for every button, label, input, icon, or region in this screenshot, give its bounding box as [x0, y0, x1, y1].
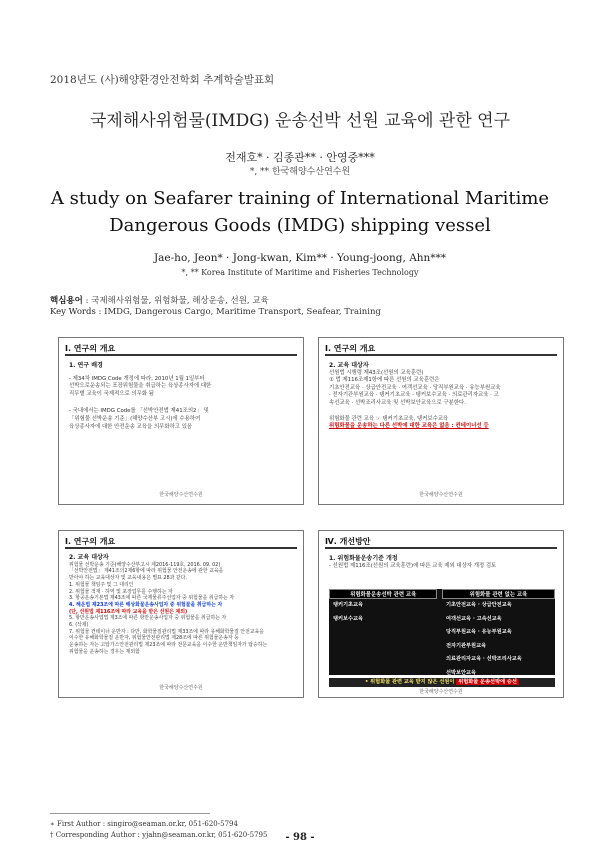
- slide-line: 위험화물 관련 교육 ☞ 탱커기초교육, 탱커보수교육: [329, 415, 449, 422]
- table-cell: 탱커기초교육: [333, 602, 364, 608]
- table-cell: 당직부원교육 · 유능부원교육: [446, 629, 512, 635]
- table-cell: 탱커보수교육: [333, 615, 364, 622]
- keywords-english: [50, 307, 381, 317]
- slide-line: 선박으로운송되는 포장위험물을 취급하는 육상종사자에 대한: [69, 383, 212, 390]
- page-number: - 98 -: [285, 832, 315, 843]
- slide-subheading: 1. 위험화물운송기준 개정: [329, 555, 398, 562]
- table-left-header: 위험화물운송선박 관련 교육: [329, 589, 437, 599]
- slide-research-background: [58, 337, 304, 505]
- slide-line: 5. 항만운송사업법 제3조에 따른 항만운송사업자 중 위험물을 취급하는 자: [69, 615, 227, 622]
- table-left-column: [329, 589, 437, 675]
- keywords-korean: [50, 294, 269, 306]
- slide-line: 6. (삭제): [69, 622, 89, 629]
- slide-heading: Ⅰ. 연구의 개요: [325, 343, 557, 356]
- affiliation-korean: *, ** 한국해양수산연수원: [249, 167, 351, 177]
- table-cell: 기초안전교육 · 상급안전교육: [446, 602, 512, 608]
- slide-footer: 한국해양수산연수원: [159, 492, 203, 498]
- slide-line: · 전자기관부원교육 · 탱커기초교육 · 탱커보수교육 · 의료관리자교육 · 고: [329, 392, 499, 399]
- warning-banner: [329, 678, 555, 687]
- slide-line: ① 법 제116조제1항에 따른 선원의 교육훈련은: [329, 377, 440, 384]
- keywords-korean-text: : 국제해사위험물, 위험화물, 해상운송, 선원, 교육: [85, 296, 269, 306]
- table-cell: 여객선교육 · 고속선교육: [446, 615, 502, 622]
- slide-heading: Ⅰ. 연구의 개요: [65, 343, 297, 356]
- slide-body: [329, 555, 555, 570]
- slide-line: 7. 위험물 컨테이너 운반자 : 다만, 화학물질관리법 제33조에 따라 유해화학물질 안전교육을: [69, 628, 264, 635]
- slide-line: 2. 위험물 적재 · 하역 및 포장업무를 수행하는 자: [69, 588, 173, 595]
- slide-line: 직무별 교육이 국제적으로 의무화 됨: [69, 390, 154, 397]
- keywords-english-text: : IMDG, Dangerous Cargo, Maritime Transport, Seafear, Training: [98, 307, 381, 317]
- slide-line: - 선원법 제116조(선원의 교육훈련)에 따른 교육 제외 대상자 개정 검토: [329, 562, 497, 569]
- slide-line: 받아야 하는 교육대상자 및 교육내용은 별표 28과 같다.: [69, 575, 187, 582]
- slide-footer: 한국해양수산연수원: [419, 492, 463, 498]
- footnote-divider: [50, 813, 210, 814]
- slide-heading: Ⅳ. 개선방안: [325, 536, 557, 549]
- slide-line: 1. 위험물 책임주 및 그 대리인: [69, 581, 134, 588]
- footnote-corresponding-author: † Corresponding Author : yjahn@seaman.or.kr, 051-620-5795: [50, 831, 268, 839]
- slide-line: 「위험물 선박운송 기준」(해양수산부 고시)에 수용하여: [69, 415, 201, 422]
- keywords-korean-label: 핵심용어: [50, 296, 83, 306]
- slide-line: - 국내에서는 IMDG Code를 「선박안전법 제41조의2」 및: [69, 408, 209, 415]
- slide-footer: 한국해양수산연수원: [419, 689, 463, 695]
- banner-highlight: 위험화물 운송선박에 승선: [458, 679, 517, 685]
- slide-line: 기초안전교육 · 상급안전교육 · 여객선교육 · 당직부원교육 · 유능부원교육: [329, 384, 501, 391]
- authors-korean: 전재호* · 김종관** · 안영중***: [225, 151, 375, 164]
- footnote-first-author: ∗ First Author : singiro@seaman.or.kr, 051-620-5794: [50, 820, 238, 828]
- slide-line: 운송하는 자는 고압가스안전관리법 제23조에 따라 전문교육을 이수한 운반책임자가 탑승하는: [69, 642, 268, 649]
- slide-highlight-red: (단, 선원법 제116조에 따라 교육을 받은 선원은 제외): [69, 608, 188, 615]
- slide-heading: Ⅰ. 연구의 개요: [65, 536, 297, 549]
- slide-subheading: 2. 교육 대상자: [69, 554, 109, 561]
- table-cell: 전자기관부원교육: [446, 642, 487, 649]
- slide-subheading: 1. 연구 배경: [69, 362, 103, 369]
- title-english: A study on Seafarer training of International Maritime Dangerous Goods (IMDG) shipping vessel: [50, 188, 550, 236]
- slide-footer: 한국해양수산연수원: [159, 685, 203, 691]
- slide-education-target-detail: [58, 530, 304, 698]
- banner-text: • 위험화물 관련 교육 받지 않은 선원이: [365, 679, 455, 685]
- slide-line: 육상종사자에 대한 안전운송 교육을 의무화하고 있음: [69, 423, 193, 430]
- slide-education-target: [318, 337, 564, 505]
- slide-body: [329, 362, 555, 431]
- slide-line: 위험물 선박운송 기준(해양수산부고시 제2016-119호, 2016. 09. 02): [69, 561, 221, 568]
- slide-subheading: 2. 교육 대상자: [329, 362, 369, 369]
- slide-line: 선원법 시행령 제43조(선원의 교육훈련): [329, 369, 424, 376]
- slide-line: 속선교육 · 선박조리사교육 및 선박보안교육으로 구분한다.: [329, 399, 466, 406]
- slide-highlight-red: 위험화물을 운송하는 다른 선박에 대한 교육은 없음 : 컨테이너선 등: [329, 423, 489, 430]
- table-cell: 의료관리자교육 · 선박조리사교육: [446, 656, 522, 662]
- slide-body: [69, 555, 295, 656]
- title-korean: 국제해사위험물(IMDG) 운송선박 선원 교육에 관한 연구: [89, 111, 511, 131]
- table-cell: 선박보안교육: [446, 669, 477, 676]
- slide-body: [69, 362, 295, 431]
- slide-line: 「선박안전법」 제41조의2제6항에 따라 위험물 안전운송에 관한 교육을: [69, 568, 224, 575]
- slide-line: 이수한 유해화학물질 운반자, 위험물안전관리법 제28조에 따른 위험물운송자 등: [69, 635, 239, 642]
- slide-line: 위험물을 운송하는 경우는 제외함: [69, 648, 140, 655]
- affiliation-english: *, ** Korea Institute of Maritime and Fisheries Technology: [181, 268, 419, 277]
- proceedings-header: 2018년도 (사)해양환경안전학회 추계학술발표회: [50, 74, 275, 86]
- table-right-column: [442, 589, 555, 675]
- keywords-english-label: Key Words: [50, 307, 96, 317]
- table-right-header: 위험화물 관련 없는 교육: [442, 589, 555, 599]
- slide-line: - 제34차 IMDG Code 개정에 따라, 2010년 1월 1일부터: [69, 375, 205, 382]
- slide-improvement: [318, 530, 564, 698]
- authors-english: Jae-ho, Jeon* · Jong-kwan, Kim** · Young-joong, Ahn***: [153, 252, 447, 264]
- education-comparison-table: [329, 589, 555, 675]
- slide-line: 3. 항공운송기본법 제43조에 따른 국제물류주선업자 중 위험물을 취급하는 자: [69, 595, 235, 602]
- slide-highlight-blue: 4. 해운법 제23조에 따른 해상화물운송사업자 중 위험물을 취급하는 자: [69, 601, 223, 608]
